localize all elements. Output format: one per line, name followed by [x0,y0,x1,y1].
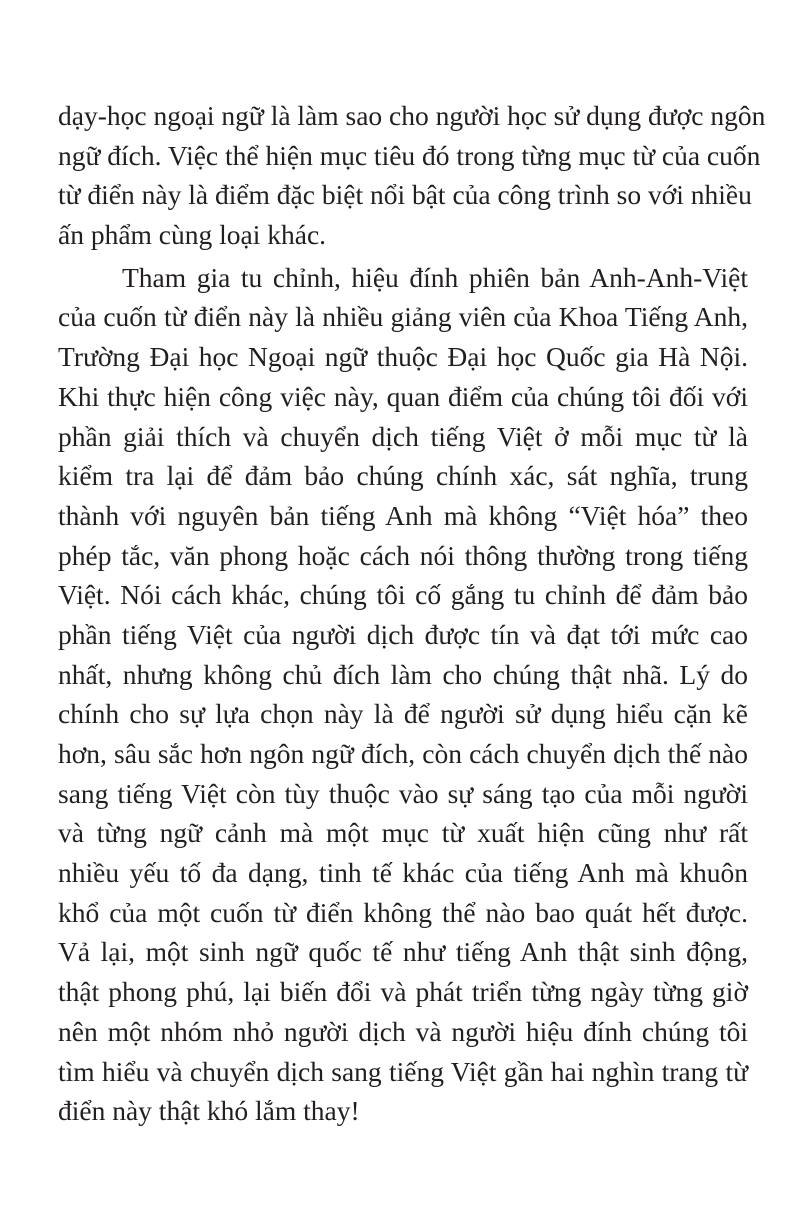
text-line: Vả lại, một sinh ngữ quốc tế như tiếng Anh thật sinh động, [58,936,748,968]
text-line: thật phong phú, lại biến đổi và phát triển từng ngày từng giờ [58,976,748,1008]
paragraph [58,96,766,255]
paragraph [58,258,748,1131]
body-text [58,96,766,1131]
text-line: chính cho sự lựa chọn này là để người sử dụng hiểu cặn kẽ [58,698,748,730]
text-line: hơn, sâu sắc hơn ngôn ngữ đích, còn cách chuyển dịch thế nào [58,738,748,769]
text-line: dạy-học ngoại ngữ là làm sao cho người học sử dụng được ngôn [58,100,766,131]
text-line: Trường Đại học Ngoại ngữ thuộc Đại học Quốc gia Hà Nội. [58,341,748,373]
text-line: Việt. Nói cách khác, chúng tôi cố gắng tu chỉnh để đảm bảo [58,579,748,611]
text-line: Khi thực hiện công việc này, quan điểm của chúng tôi đối với [58,380,748,412]
text-line: phần giải thích và chuyển dịch tiếng Việt ở mỗi mục từ là [58,420,748,452]
text-line: nên một nhóm nhỏ người dịch và người hiệu đính chúng tôi [58,1015,748,1047]
text-line: điển này thật khó lắm thay! [58,1095,360,1127]
text-line: phép tắc, văn phong hoặc cách nói thông thường trong tiếng [58,539,748,571]
text-line: thành với nguyên bản tiếng Anh mà không “Việt hóa” theo [58,499,748,531]
text-line: khổ của một cuốn từ điển không thể nào bao quát hết được. [58,896,748,928]
text-line: nhiều yếu tố đa dạng, tinh tế khác của tiếng Anh mà khuôn [58,857,748,889]
text-line: sang tiếng Việt còn tùy thuộc vào sự sáng tạo của mỗi người [58,777,748,809]
text-line: và từng ngữ cảnh mà một mục từ xuất hiện cũng như rất [58,817,748,849]
text-line: Tham gia tu chỉnh, hiệu đính phiên bản Anh-Anh-Việt [122,261,748,293]
text-line: từ điển này là điểm đặc biệt nổi bật của công trình so với nhiều [58,179,752,211]
text-line: nhất, nhưng không chủ đích làm cho chúng thật nhã. Lý do [58,658,748,690]
text-line: kiểm tra lại để đảm bảo chúng chính xác, sát nghĩa, trung [58,460,748,492]
text-line: ấn phẩm cùng loại khác. [58,219,327,251]
text-line: của cuốn từ điển này là nhiều giảng viên của Khoa Tiếng Anh, [58,301,748,333]
text-line: tìm hiểu và chuyển dịch sang tiếng Việt gần hai nghìn trang từ [58,1055,748,1087]
text-line: ngữ đích. Việc thể hiện mục tiêu đó trong từng mục từ của cuốn [58,139,761,171]
text-line: phần tiếng Việt của người dịch được tín và đạt tới mức cao [58,618,748,650]
